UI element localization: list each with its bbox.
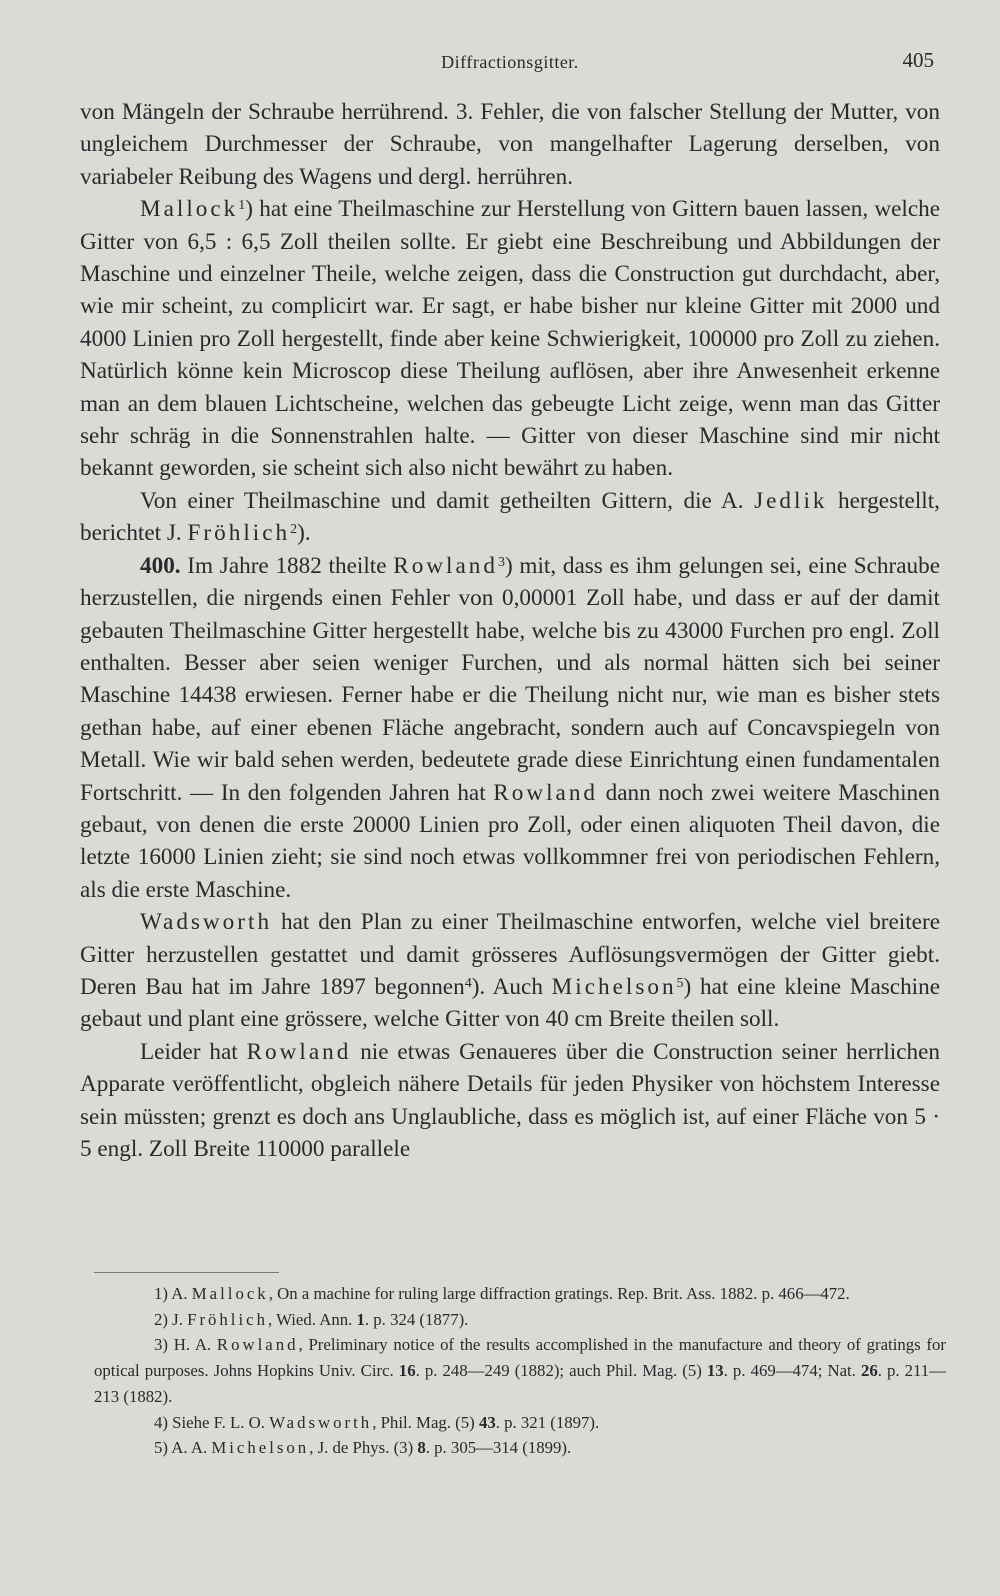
footnote-text: . p. 469—474; Nat. [723, 1361, 861, 1381]
footnote-number: 3) H. A. [154, 1335, 217, 1355]
paragraph-text: nie etwas Genaueres über die Construction seiner herrlichen Apparate veröffentlicht, obgleich nähere Details für jeden Physiker von höchstem Interesse sein müssten; grenzt es doch ans Unglaubliche, dass es möglich ist, auf einer Fläche von 5 · 5 engl. Zoll Breite 110000 parallele [80, 1038, 940, 1162]
footnote-ref: 2 [290, 522, 298, 538]
footnote-text: . p. 211—213 (1882). [94, 1361, 946, 1406]
author-name: Michelson [551, 973, 677, 1000]
author-name: Rowland [246, 1038, 352, 1065]
paragraph-4 [80, 550, 940, 906]
author-name: Fröhlich [187, 520, 291, 547]
footnote-text: . p. 321 (1897). [495, 1412, 600, 1432]
footnote-text: . p. 305—314 (1899). [425, 1438, 572, 1458]
footnote-volume: 13 [706, 1361, 724, 1381]
paragraph-text: Im Jahre 1882 theilte [180, 552, 394, 579]
footnote-text: . p. 324 (1877). [364, 1309, 469, 1329]
footnote-ref: 4 [464, 975, 472, 991]
footnotes [94, 1281, 946, 1461]
footnote-4 [94, 1410, 946, 1436]
paragraph-text: ) hat eine kleine Maschine gebaut und plant eine grössere, welche Gitter von 40 cm Breite theilen soll. [80, 973, 940, 1033]
author-name: Rowland [393, 552, 498, 579]
author-name: Wadsworth [140, 909, 273, 936]
paragraph-text: dann noch zwei weitere Maschinen gebaut, von denen die erste 20000 Linien pro Zoll, oder einen aliquoten Theil davon, die letzte 16000 Linien zieht; sie sind noch etwas vollkommner frei von periodischen Fehlern, als die erste Maschine. [80, 779, 940, 903]
footnote-volume: 26 [860, 1361, 878, 1381]
footnote-ref: 1 [238, 198, 246, 214]
footnote-author: Rowland [216, 1335, 299, 1355]
paragraph-text: Leider hat [140, 1038, 247, 1065]
paragraph-text: ). [297, 520, 311, 547]
footnote-5 [94, 1435, 946, 1461]
footnote-number: 4) Siehe F. L. O. [154, 1412, 270, 1432]
footnote-3 [94, 1332, 946, 1409]
footnote-volume: 8 [417, 1438, 426, 1458]
paragraph-5 [80, 906, 940, 1036]
section-number: 400. [140, 552, 181, 579]
footnote-author: Wadsworth [269, 1412, 373, 1432]
author-name: Jedlik [754, 487, 828, 514]
paragraph-6 [80, 1036, 940, 1166]
paragraph-3 [80, 485, 940, 550]
paragraph-text: hergestellt, berichtet J. [80, 487, 940, 547]
footnote-text: . p. 248—249 (1882); auch Phil. Mag. (5) [415, 1361, 707, 1381]
author-name: Rowland [493, 779, 599, 806]
author-name: Mallock [140, 196, 239, 223]
footnote-volume: 16 [398, 1361, 416, 1381]
footnote-ref: 3 [497, 554, 505, 570]
running-title: Diffractionsgitter. [441, 52, 579, 72]
paragraph-2 [80, 193, 940, 485]
paragraph-text: ). Auch [471, 973, 552, 1000]
footnote-ref: 5 [676, 975, 684, 991]
footnote-volume: 43 [478, 1412, 496, 1432]
body-text [80, 96, 940, 1165]
footnote-text: , Phil. Mag. (5) [372, 1412, 479, 1432]
paragraph-1: von Mängeln der Schraube herrührend. 3. Fehler, die von falscher Stellung der Mutter, von ungleichem Durchmesser der Schraube, von mangelhafter Lagerung derselben, von variabeler Reibung des Wagens und dergl. herrühren. [80, 99, 940, 190]
footnote-1 [94, 1281, 946, 1307]
footnote-volume: 1 [356, 1309, 365, 1329]
paragraph-text: hat den Plan zu einer Theilmaschine entworfen, welche viel breitere Gitter herzustellen gestattet und damit grösseres Auflösungsvermögen der Gitter giebt. Deren Bau hat im Jahre 1897 begonnen [80, 909, 940, 1000]
footnote-text: , Wied. Ann. [267, 1309, 357, 1329]
paragraph-text: ) mit, dass es ihm gelungen sei, eine Schraube herzustellen, die nirgends einen Fehler von 0,00001 Zoll habe, und dass er auf der damit gebauten Theilmaschine Gitter hergestellt habe, welche bis zu 43000 Furchen pro engl. Zoll enthalten. Besser aber seien weniger Furchen, und als normal hätten sich bei seiner Maschine 14438 erwiesen. Ferner habe er die Theilung nicht nur, wie man es bisher stets gethan habe, auf einer ebenen Fläche angebracht, sondern auch auf Concavspiegeln von Metall. Wie wir bald sehen werden, bedeutete grade diese Einrichtung einen fundamentalen Fortschritt. — In den folgenden Jahren hat [80, 552, 940, 806]
footnote-number: 5) A. A. [154, 1438, 212, 1458]
paragraph-text: ) hat eine Theilmaschine zur Herstellung von Gittern bauen lassen, welche Gitter von 6,5 : 6,5 Zoll theilen sollte. Er giebt eine Beschreibung und Abbildungen der Maschine und einzelner Theile, welche zeigen, dass die Construction gut durchdacht, aber, wie mir scheint, zu complicirt war. Er sagt, er habe bisher nur kleine Gitter mit 2000 und 4000 Linien pro Zoll hergestellt, finde aber keine Schwierigkeit, 100000 pro Zoll zu ziehen. Natürlich könne kein Microscop diese Theilung auflösen, aber ihre Anwesenheit erkenne man an dem blauen Lichtscheine, welchen das gebeugte Licht zeige, wenn man das Gitter sehr schräg in die Sonnenstrahlen halte. — Gitter von dieser Maschine sind mir nicht bekannt geworden, sie scheint sich also nicht bewährt zu haben. [80, 196, 940, 482]
footnote-author: Fröhlich [187, 1309, 268, 1329]
footnote-text: , Preliminary notice of the results accomplished in the manufacture and theory of gratings for optical purposes. Johns Hopkins Univ. Circ. [94, 1335, 946, 1381]
page-number: 405 [902, 48, 934, 72]
footnote-author: Michelson [211, 1438, 310, 1458]
footnote-number: 2) J. [154, 1309, 188, 1329]
footnote-author: Mallock [191, 1284, 269, 1303]
footnote-2 [94, 1307, 946, 1333]
footnote-number: 1) A. [154, 1284, 192, 1303]
footnote-text: , On a machine for ruling large diffraction gratings. Rep. Brit. Ass. 1882. p. 466—472. [268, 1284, 850, 1303]
page-header [80, 48, 940, 78]
footnote-divider [94, 1272, 279, 1273]
paragraph-text: Von einer Theilmaschine und damit getheilten Gittern, die A. [140, 487, 755, 514]
footnote-text: , J. de Phys. (3) [309, 1438, 418, 1458]
